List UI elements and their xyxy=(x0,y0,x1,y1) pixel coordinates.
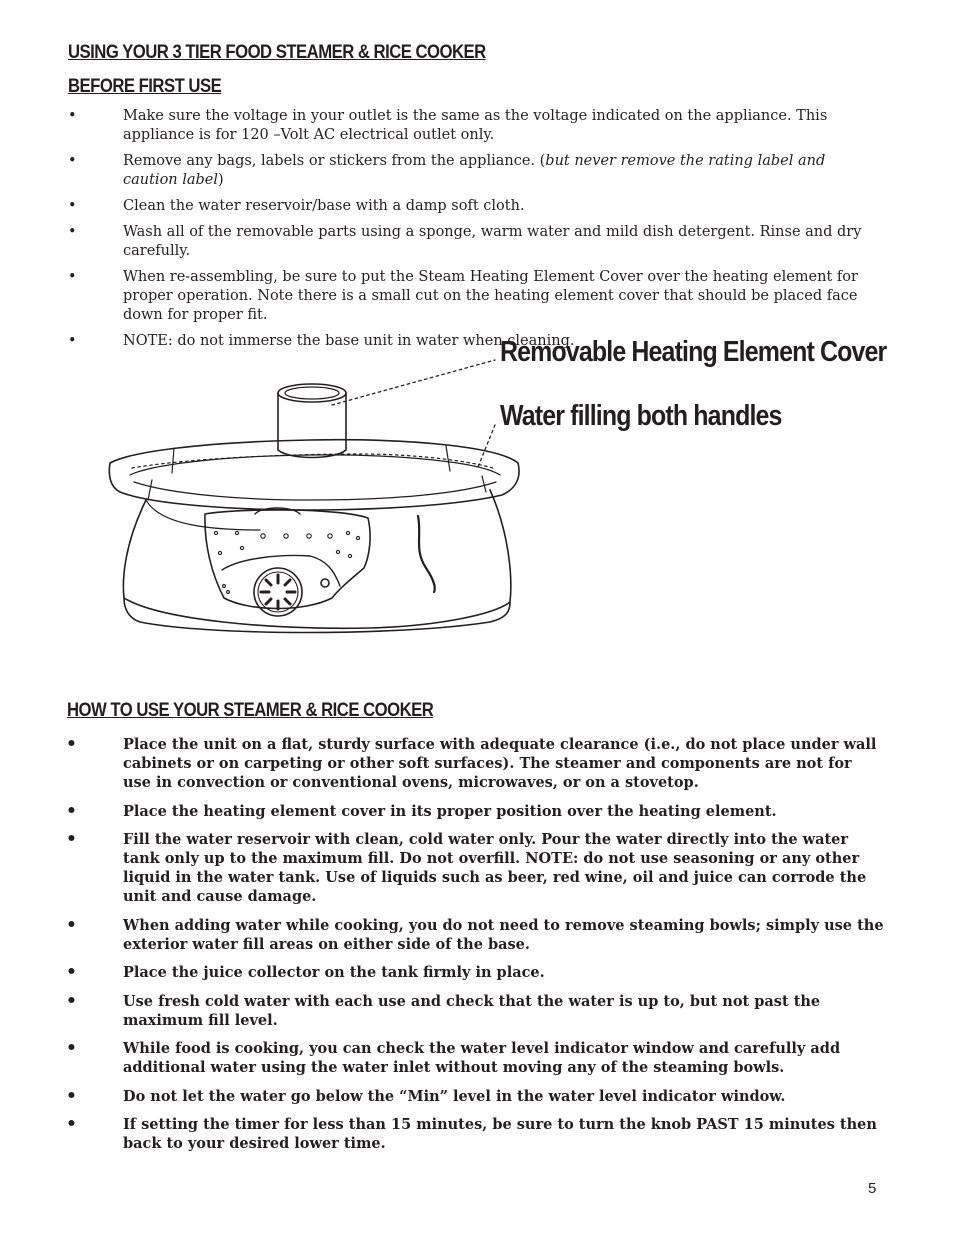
item-text: ) xyxy=(218,172,224,188)
list-item: • While food is cooking, you can check the water level indicator window and carefully add additional water using the water inlet without moving any of the steaming bowls. xyxy=(64,1039,884,1077)
page-title: USING YOUR 3 TIER FOOD STEAMER & RICE COOKER xyxy=(68,42,486,63)
list-item: • Use fresh cold water with each use and check that the water is up to, but not past the maximum fill level. xyxy=(64,992,884,1030)
leader-line-cover xyxy=(332,360,495,405)
steamer-base-illustration xyxy=(100,330,520,640)
heating-element-cover xyxy=(278,384,346,458)
list-item: • Place the heating element cover in its proper position over the heating element. xyxy=(64,802,884,821)
rim-ring xyxy=(109,440,519,510)
section-heading-before-first-use: BEFORE FIRST USE xyxy=(68,76,222,97)
section-heading-how-to-use: HOW TO USE YOUR STEAMER & RICE COOKER xyxy=(67,700,434,721)
list-item: • NOTE: do not immerse the base unit in water when cleaning. xyxy=(64,332,884,351)
list-item: • Make sure the voltage in your outlet is the same as the voltage indicated on the appliance. This appliance is for 120 –Volt AC electrical outlet only. xyxy=(64,107,884,145)
callout-heating-element-cover: Removable Heating Element Cover xyxy=(500,336,887,368)
list-item xyxy=(64,152,884,190)
list-item: • When re-assembling, be sure to put the Steam Heating Element Cover over the heating element for proper operation. Note there is a small cut on the heating element cover that should be placed face down for proper fit. xyxy=(64,268,884,325)
callout-water-filling-handles: Water filling both handles xyxy=(500,400,782,432)
page-number: 5 xyxy=(868,1180,877,1197)
leader-line-handles xyxy=(478,425,495,467)
list-item: • Wash all of the removable parts using a sponge, warm water and mild dish detergent. Rinse and dry carefully. xyxy=(64,223,884,261)
list-item: • Place the unit on a flat, sturdy surface with adequate clearance (i.e., do not place under wall cabinets or on carpeting or other soft surfaces). The steamer and components are not for use in convection or conventional ovens, microwaves, or on a stovetop. xyxy=(64,735,884,792)
list-item: • If setting the timer for less than 15 minutes, be sure to turn the knob PAST 15 minutes then back to your desired lower time. xyxy=(64,1115,884,1153)
item-text: Remove any bags, labels or stickers from the appliance. ( xyxy=(123,153,546,169)
power-indicator-light xyxy=(321,579,329,587)
item-italic-text: but never remove the rating label and caution label xyxy=(123,153,826,188)
water-fill-line xyxy=(132,454,496,469)
list-item: • Fill the water reservoir with clean, cold water only. Pour the water directly into the water tank only up to the maximum fill. Do not overfill. NOTE: do not use seasoning or any other liquid in the water tank. Use of liquids such as beer, red wine, oil and juice can corrode the unit and cause damage. xyxy=(64,830,884,906)
before-first-use-list xyxy=(64,107,884,358)
list-item: • Do not let the water go below the “Min” level in the water level indicator window. xyxy=(64,1087,884,1106)
list-item: • Clean the water reservoir/base with a damp soft cloth. xyxy=(64,197,884,216)
timer-knob xyxy=(254,568,302,616)
list-item: • Place the juice collector on the tank firmly in place. xyxy=(64,963,884,982)
how-to-use-list xyxy=(64,735,884,1163)
control-panel xyxy=(205,508,370,616)
side-handle-groove xyxy=(418,516,435,592)
list-item: • When adding water while cooking, you do not need to remove steaming bowls; simply use the exterior water fill areas on either side of the base. xyxy=(64,916,884,954)
